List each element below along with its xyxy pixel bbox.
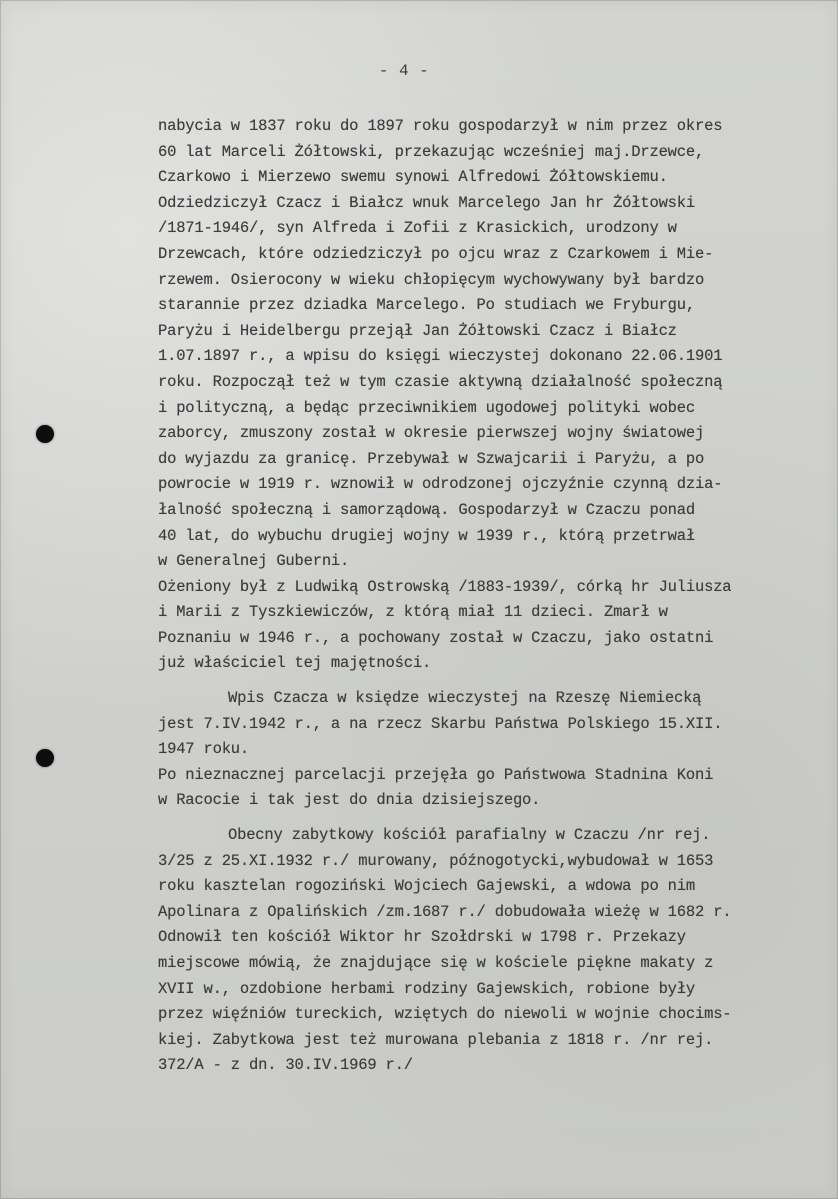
text-line: i polityczną, a będąc przeciwnikiem ugodowej polityki wobec <box>158 398 695 417</box>
typed-text-body <box>158 114 822 1088</box>
text-line: 40 lat, do wybuchu drugiej wojny w 1939 r., którą przetrwał <box>158 526 695 545</box>
text-line: 60 lat Marceli Żółtowski, przekazując wcześniej maj.Drzewce, <box>158 142 705 161</box>
text-line: Ożeniony był z Ludwiką Ostrowską /1883-1939/, córką hr Juliusza <box>158 577 732 596</box>
text-line: Odnowił ten kościół Wiktor hr Szołdrski w 1798 r. Przekazy <box>158 928 686 947</box>
text-line: Obecny zabytkowy kościół parafialny w Czaczu /nr rej. <box>228 826 711 845</box>
text-line: przez więźniów tureckich, wziętych do niewoli w wojnie chocims- <box>158 1005 732 1024</box>
paragraph-land-register <box>158 686 822 814</box>
text-line: 1.07.1897 r., a wpisu do księgi wieczystej dokonano 22.06.1901 <box>158 347 723 366</box>
text-line: Paryżu i Heidelbergu przejął Jan Żółtowski Czacz i Białcz <box>158 321 677 340</box>
text-line: do wyjazdu za granicę. Przebywał w Szwajcarii i Paryżu, a po <box>158 449 705 468</box>
punch-hole <box>36 749 54 767</box>
text-line: nabycia w 1837 roku do 1897 roku gospodarzył w nim przez okres <box>158 117 723 135</box>
text-line: rzewem. Osierocony w wieku chłopięcym wychowywany był bardzo <box>158 270 705 289</box>
text-line: jest 7.IV.1942 r., a na rzecz Skarbu Państwa Polskiego 15.XII. <box>158 714 723 733</box>
text-line: /1871-1946/, syn Alfreda i Zofii z Krasickich, urodzony w <box>158 219 677 238</box>
text-line: miejscowe mówią, że znajdujące się w kościele piękne makaty z <box>158 954 714 972</box>
text-line: roku. Rozpoczął też w tym czasie aktywną działalność społeczną <box>158 372 723 391</box>
punch-hole <box>36 425 54 443</box>
text-line: 372/A - z dn. 30.IV.1969 r./ <box>158 1056 413 1075</box>
text-line: Apolinara z Opalińskich /zm.1687 r./ dobudowała wieżę w 1682 r. <box>158 902 732 921</box>
text-line: kiej. Zabytkowa jest też murowana plebania z 1818 r. /nr rej. <box>158 1030 714 1049</box>
text-line: Poznaniu w 1946 r., a pochowany został w Czaczu, jako ostatni <box>158 628 714 647</box>
text-line: Drzewcach, które odziedziczył po ojcu wraz z Czarkowem i Mie- <box>158 244 714 263</box>
text-line: Odziedziczył Czacz i Białcz wnuk Marcelego Jan hr Żółtowski <box>158 193 695 212</box>
text-line: powrocie w 1919 r. wznowił w odrodzonej ojczyźnie czynną dzia- <box>158 475 723 494</box>
text-line: już właściciel tej majętności. <box>158 654 432 673</box>
page-number: - 4 - <box>378 62 430 80</box>
text-line: starannie przez dziadka Marcelego. Po studiach we Fryburgu, <box>158 296 695 315</box>
text-line: w Generalnej Guberni. <box>158 552 350 571</box>
text-line: Czarkowo i Mierzewo swemu synowi Alfredowi Żółtowskiemu. <box>158 168 668 187</box>
text-line: 1947 roku. <box>158 740 250 759</box>
paragraph-ownership-history <box>158 114 822 677</box>
text-line: i Marii z Tyszkiewiczów, z którą miał 11 dzieci. Zmarł w <box>158 603 668 622</box>
text-line: Po nieznacznej parcelacji przejęła go Państwowa Stadnina Koni <box>158 765 714 784</box>
text-line: Wpis Czacza w księdze wieczystej na Rzeszę Niemiecką <box>228 689 702 708</box>
text-line: XVII w., ozdobione herbami rodziny Gajewskich, robione były <box>158 979 695 998</box>
text-line: w Racocie i tak jest do dnia dzisiejszego. <box>158 791 541 810</box>
paragraph-church-history <box>158 823 822 1079</box>
text-line: łalność społeczną i samorządową. Gospodarzył w Czaczu ponad <box>158 500 695 519</box>
text-line: roku kasztelan rogoziński Wojciech Gajewski, a wdowa po nim <box>158 877 695 896</box>
text-line: 3/25 z 25.XI.1932 r./ murowany, późnogotycki,wybudował w 1653 <box>158 851 714 870</box>
text-line: zaborcy, zmuszony został w okresie pierwszej wojny światowej <box>158 424 705 443</box>
